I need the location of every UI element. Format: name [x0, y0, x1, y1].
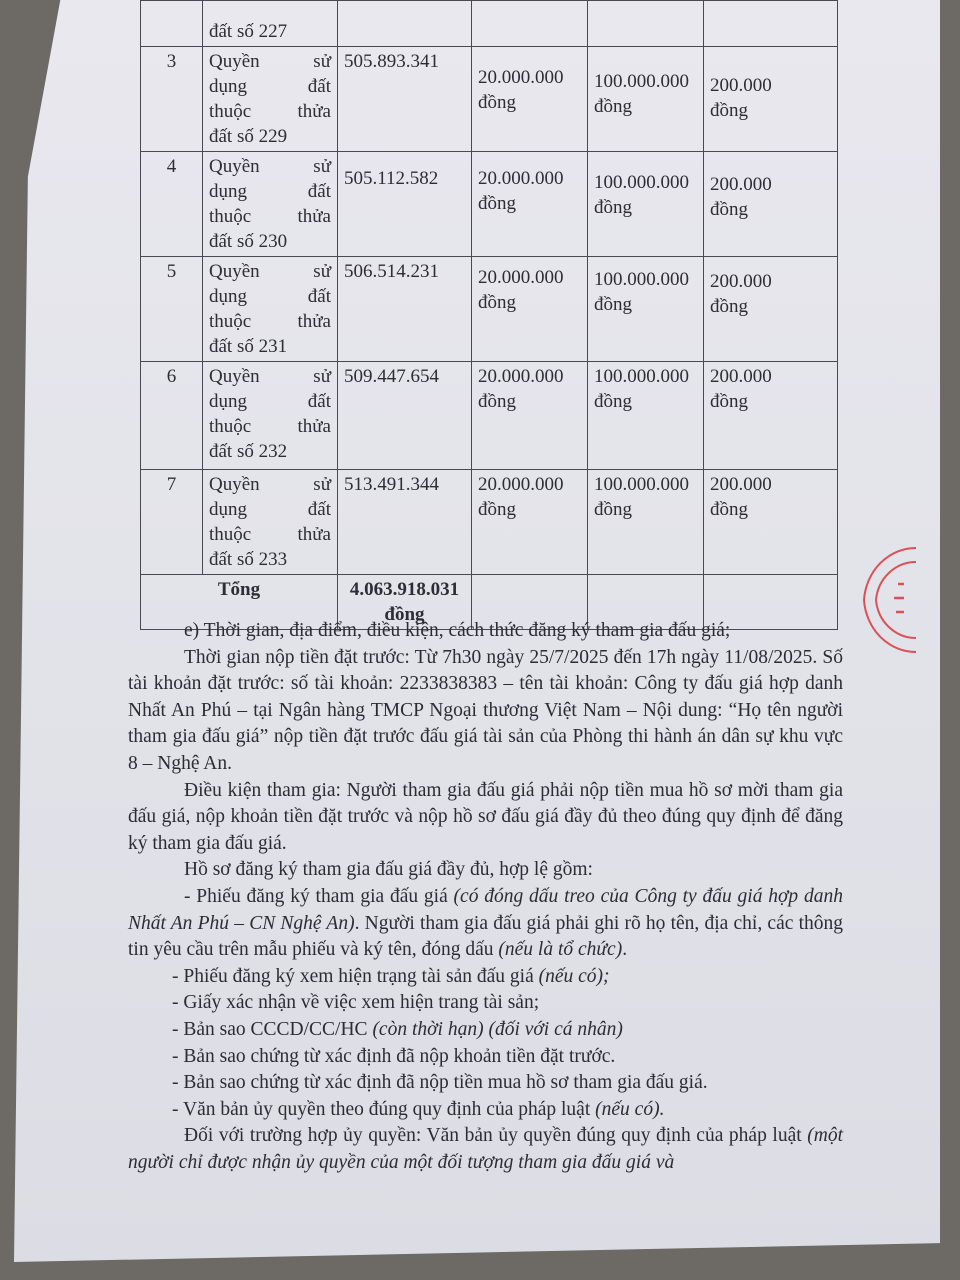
asset-word: sử — [313, 366, 331, 387]
fee-cell — [588, 257, 704, 362]
deposit-amount: 20.000.000 — [478, 366, 564, 387]
asset-word: thuộc — [209, 206, 252, 227]
asset-word: thửa — [297, 101, 331, 122]
fee-unit: đồng — [594, 294, 632, 315]
asset-word: Quyền — [209, 366, 260, 387]
asset-word: thửa — [297, 416, 331, 437]
table-row — [141, 362, 838, 470]
document-body — [128, 618, 843, 1176]
stt-cell — [141, 1, 203, 47]
fee-cell — [588, 470, 704, 575]
step-cell — [704, 257, 838, 362]
asset-cell — [203, 362, 338, 470]
stt-cell: 7 — [141, 470, 203, 575]
deposit-unit: đồng — [478, 92, 516, 113]
fee-amount: 100.000.000 — [594, 269, 689, 290]
fee-amount: 100.000.000 — [594, 366, 689, 387]
asset-word: thuộc — [209, 311, 252, 332]
table-row — [141, 470, 838, 575]
item-text: . — [622, 939, 628, 961]
item-text: . Người tham gia đấu giá phải ghi rõ họ tên, địa chỉ, các thông tin yêu cầu trên mẫu phiếu và ký tên, đóng dấu — [128, 912, 843, 961]
step-unit: đồng — [710, 499, 748, 520]
step-unit: đồng — [710, 296, 748, 317]
step-unit: đồng — [710, 199, 748, 220]
stt-cell: 3 — [141, 47, 203, 152]
dossier-heading: Hồ sơ đăng ký tham gia đấu giá đầy đủ, hợp lệ gồm: — [184, 859, 593, 881]
step-cell — [704, 1, 838, 47]
item-note: (nếu là tổ chức) — [498, 939, 623, 961]
asset-word: thuộc — [209, 524, 252, 545]
deposit-cell — [472, 362, 588, 470]
fee-unit: đồng — [594, 391, 632, 412]
step-amount: 200.000 — [710, 271, 772, 292]
start-price-cell: 505.112.582 — [338, 152, 472, 257]
asset-word: thuộc — [209, 416, 252, 437]
total-amount: 4.063.918.031 — [349, 579, 460, 600]
fee-amount: 100.000.000 — [594, 474, 689, 495]
start-price-cell: 506.514.231 — [338, 257, 472, 362]
item-text: - Văn bản ủy quyền theo đúng quy định của pháp luật — [172, 1098, 596, 1120]
step-amount: 200.000 — [710, 174, 772, 195]
asset-word: thửa — [297, 206, 331, 227]
fee-unit: đồng — [594, 96, 632, 117]
fee-unit: đồng — [594, 499, 632, 520]
step-unit: đồng — [710, 100, 748, 121]
authorization-paragraph — [128, 1123, 843, 1176]
asset-word: đất — [307, 76, 331, 97]
total-unit: đồng — [384, 604, 425, 625]
dossier-item-registration-form — [128, 884, 843, 964]
fee-cell — [588, 152, 704, 257]
table-row-partial — [141, 1, 838, 47]
asset-parcel: đất số 230 — [209, 231, 288, 252]
item-note: (nếu có). — [595, 1098, 665, 1120]
item-note: (có đóng dấu treo của Công ty đấu giá hợp danh Nhất An Phú – CN Nghệ An) — [128, 885, 843, 934]
asset-word: đất — [307, 181, 331, 202]
dossier-item-viewing-confirmation: - Giấy xác nhận về việc xem hiện trang tài sản; — [172, 992, 540, 1014]
asset-cell — [203, 1, 338, 47]
start-price-cell — [338, 1, 472, 47]
fee-cell — [588, 362, 704, 470]
dossier-item-viewing-form — [128, 964, 843, 991]
deposit-cell — [472, 152, 588, 257]
deposit-unit: đồng — [478, 193, 516, 214]
dossier-item-deposit-proof: - Bản sao chứng từ xác định đã nộp khoản tiền đặt trước. — [172, 1045, 616, 1067]
asset-parcel: đất số 231 — [209, 336, 288, 357]
deposit-unit: đồng — [478, 292, 516, 313]
asset-word: thửa — [297, 311, 331, 332]
asset-word: dụng — [209, 391, 247, 412]
asset-cell — [203, 152, 338, 257]
auction-asset-table — [140, 0, 838, 630]
asset-word: Quyền — [209, 261, 260, 282]
dossier-item-id-copy — [128, 1017, 843, 1044]
fee-cell — [588, 1, 704, 47]
step-cell — [704, 362, 838, 470]
dossier-item-authorization — [128, 1097, 843, 1124]
deposit-amount: 20.000.000 — [478, 474, 564, 495]
asset-cell — [203, 47, 338, 152]
stt-cell: 4 — [141, 152, 203, 257]
table-row — [141, 152, 838, 257]
fee-unit: đồng — [594, 197, 632, 218]
asset-word: đất — [307, 499, 331, 520]
deposit-amount: 20.000.000 — [478, 267, 564, 288]
section-e-heading: e) Thời gian, địa điểm, điều kiện, cách thức đăng ký tham gia đấu giá; — [184, 620, 731, 641]
step-amount: 200.000 — [710, 474, 772, 495]
asset-word: thửa — [297, 524, 331, 545]
deposit-cell — [472, 47, 588, 152]
asset-word: dụng — [209, 499, 247, 520]
auth-note: (một người chỉ được nhận ủy quyền của một đối tượng tham gia đấu giá và — [128, 1125, 843, 1173]
asset-word: Quyền — [209, 156, 260, 177]
asset-word: Quyền — [209, 474, 260, 495]
step-amount: 200.000 — [710, 75, 772, 96]
red-seal-stamp — [838, 540, 916, 660]
deposit-amount: 20.000.000 — [478, 67, 564, 88]
stt-cell: 5 — [141, 257, 203, 362]
deposit-paragraph: Thời gian nộp tiền đặt trước: Từ 7h30 ngày 25/7/2025 đến 17h ngày 11/08/2025. Số tài khoản đặt trước: số tài khoản: 2233838383 – tên tài khoản: Công ty đấu giá hợp danh Nhất An Phú – tại Ngân hàng TMCP Ngoại thương Việt Nam – Nội dung: “Họ tên người tham gia đấu giá” nộp tiền đặt trước đấu giá tài sản của Phòng thi hành án dân sự khu vực 8 – Nghệ An. — [128, 646, 843, 774]
asset-word: sử — [313, 261, 331, 282]
step-cell — [704, 152, 838, 257]
asset-word: đất — [307, 391, 331, 412]
asset-parcel: đất số 233 — [209, 549, 288, 570]
dossier-item-fee-proof: - Bản sao chứng từ xác định đã nộp tiền mua hồ sơ tham gia đấu giá. — [172, 1072, 708, 1094]
asset-word: đất — [307, 286, 331, 307]
fee-cell — [588, 47, 704, 152]
asset-word: sử — [313, 156, 331, 177]
conditions-paragraph: Điều kiện tham gia: Người tham gia đấu giá phải nộp tiền mua hồ sơ mời tham gia đấu giá, nộp khoản tiền đặt trước và nộp hồ sơ đấu giá đầy đủ theo đúng quy định để đăng ký tham gia đấu giá. — [128, 779, 843, 854]
fee-amount: 100.000.000 — [594, 172, 689, 193]
asset-word: dụng — [209, 286, 247, 307]
item-text: - Phiếu đăng ký tham gia đấu giá — [184, 885, 454, 907]
total-label: Tổng — [141, 575, 338, 630]
asset-cell — [203, 257, 338, 362]
fee-amount: 100.000.000 — [594, 71, 689, 92]
auth-text: Đối với trường hợp ủy quyền: Văn bản ủy quyền đúng quy định của pháp luật — [184, 1125, 808, 1147]
item-text: - Phiếu đăng ký xem hiện trạng tài sản đấu giá — [172, 965, 539, 987]
asset-word: sử — [313, 51, 331, 72]
auction-table-container — [140, 0, 837, 625]
asset-word: dụng — [209, 76, 247, 97]
asset-word: sử — [313, 474, 331, 495]
step-amount: 200.000 — [710, 366, 772, 387]
deposit-cell — [472, 257, 588, 362]
item-note: (còn thời hạn) (đối với cá nhân) — [372, 1018, 623, 1040]
deposit-amount: 20.000.000 — [478, 168, 564, 189]
asset-cell — [203, 470, 338, 575]
asset-parcel: đất số 229 — [209, 126, 288, 147]
table-row — [141, 47, 838, 152]
deposit-unit: đồng — [478, 499, 516, 520]
start-price-cell: 513.491.344 — [338, 470, 472, 575]
step-cell — [704, 470, 838, 575]
item-text: - Bản sao CCCD/CC/HC — [172, 1018, 373, 1040]
start-price-cell: 505.893.341 — [338, 47, 472, 152]
deposit-cell — [472, 470, 588, 575]
step-unit: đồng — [710, 391, 748, 412]
stt-cell: 6 — [141, 362, 203, 470]
table-row — [141, 257, 838, 362]
asset-word: Quyền — [209, 51, 260, 72]
asset-word: dụng — [209, 181, 247, 202]
item-note: (nếu có); — [538, 965, 610, 987]
step-cell — [704, 47, 838, 152]
asset-word: thuộc — [209, 101, 252, 122]
deposit-unit: đồng — [478, 391, 516, 412]
asset-parcel: đất số 232 — [209, 441, 288, 462]
deposit-cell — [472, 1, 588, 47]
asset-name-tail: đất số 227 — [209, 21, 288, 42]
start-price-cell: 509.447.654 — [338, 362, 472, 470]
